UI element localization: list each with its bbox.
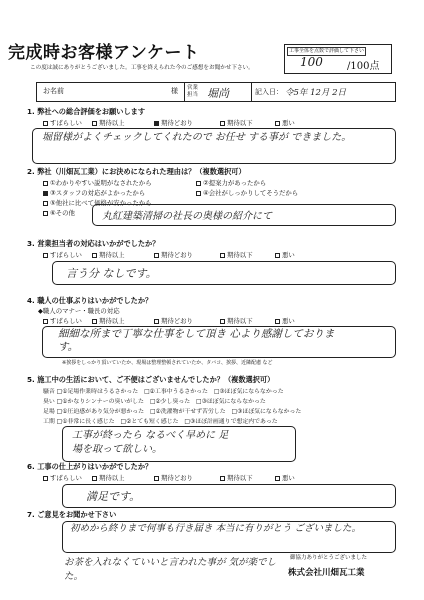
q6-title: 6. 工事の仕上がりはいかがでしたか？ — [27, 462, 153, 471]
q6-option-4[interactable]: 期待以下 — [220, 473, 253, 482]
q6-comment[interactable]: 満足です。 — [86, 490, 141, 503]
page-title: 完成時お客様アンケート — [8, 43, 200, 63]
q2-option-4[interactable]: ④会社がしっかりしてそうだから — [196, 188, 298, 197]
name-label: お名前 — [43, 87, 64, 95]
q6-option-2[interactable]: 期待以上 — [92, 473, 125, 482]
q5-title: 5. 施工中の生活において、ご不便はございませんでしたか？（複数選択可） — [27, 375, 275, 384]
q1-title: 1. 弊社への総合評価をお願いします — [27, 107, 146, 116]
q1-option-3[interactable]: 期待どおり — [154, 118, 193, 127]
q4-subtitle: ◆職人のマナー・職長の対応 — [38, 307, 120, 315]
q7-title: 7. ご意見をお聞かせ下さい — [27, 510, 117, 519]
q4-comment[interactable]: 細細な所まで丁寧な仕事をして頂き 心より感謝しております。 — [58, 328, 335, 353]
q5-row-noise[interactable]: 騒音 □①足場作業時はうるさかった □②工事中うるさかった □③ほぼ気にならなかった — [43, 389, 284, 395]
q2-other-comment[interactable]: 丸紅建築清掃の社長の奥様の紹介にて — [102, 211, 272, 222]
q1-option-5[interactable]: 悪い — [275, 118, 295, 127]
q4-option-4[interactable]: 期待以下 — [220, 316, 253, 325]
date-label: 記入日： — [255, 88, 283, 96]
q4-option-5[interactable]: 悪い — [275, 316, 295, 325]
score-box — [284, 44, 392, 74]
thanks-note: 御協力ありがとうございました — [290, 555, 368, 561]
q3-comment[interactable]: 言う分 なしです。 — [66, 267, 157, 280]
q5-comment[interactable]: 工事が終ったら なるべく早めに 足場を取って欲しい。 — [72, 430, 229, 455]
name-suffix: 様 — [171, 87, 178, 95]
q1-option-4[interactable]: 期待以下 — [220, 118, 253, 127]
q7-comment-1[interactable]: 初めから終りまで何事も行き届き 本当に有りがとう ございました。 — [70, 523, 362, 534]
q2-title: 2. 弊社（川畑瓦工業）にお決めになられた理由は？（複数選択可） — [27, 167, 246, 176]
q2-option-6[interactable]: ⑥その他 — [43, 208, 75, 217]
score-note: 工事全体を点数で評価して下さい — [289, 48, 365, 54]
q2-option-1[interactable]: ①わかりやすい説明がなされたから — [43, 178, 152, 187]
q5-row-odor[interactable]: 臭い □①かなりシンナーの臭いがした □②少し臭った □③ほぼ気にならなかった — [43, 399, 266, 405]
q2-option-3[interactable]: ③スタッフの対応がよかったから — [43, 188, 145, 197]
q3-option-2[interactable]: 期待以上 — [92, 250, 125, 259]
date-divider — [251, 83, 252, 101]
score-value[interactable]: 100 — [300, 55, 323, 69]
q6-option-1[interactable]: すばらしい — [43, 473, 82, 482]
q4-title: 4. 職人の仕事ぶりはいかがでしたか？ — [27, 296, 153, 305]
q3-option-3[interactable]: 期待どおり — [154, 250, 193, 259]
q3-title: 3. 営業担当者の対応はいかがでしたか？ — [27, 239, 160, 248]
intro-notice: この度は誠にありがとうございました。工事を終えられた今のご感想をお聞かせ下さい。 — [30, 65, 254, 71]
rep-label: 営業担当 — [187, 85, 199, 98]
date-value[interactable]: 令5年 12月 2日 — [285, 88, 347, 98]
customer-info-row — [36, 82, 396, 102]
q5-row-period[interactable]: 工期 □①非常に長く感じた □②とても短く感じた □③ほぼ計画通りで想定内であった — [43, 419, 278, 425]
q1-option-1[interactable]: すばらしい — [43, 118, 82, 127]
q3-option-5[interactable]: 悪い — [275, 250, 295, 259]
q4-option-1[interactable]: すばらしい — [43, 316, 82, 325]
q3-option-1[interactable]: すばらしい — [43, 250, 82, 259]
q1-comment[interactable]: 堀留様がよくチェックしてくれたので お任せ する事が できました。 — [42, 132, 352, 143]
q2-option-2[interactable]: ②提案力があったから — [196, 178, 266, 187]
q4-option-2[interactable]: 期待以上 — [92, 316, 125, 325]
q1-option-2[interactable]: 期待以上 — [92, 118, 125, 127]
rep-value[interactable]: 堀尚 — [207, 87, 229, 100]
company-name: 株式会社川畑瓦工業 — [288, 568, 365, 578]
q6-option-5[interactable]: 悪い — [275, 473, 295, 482]
q7-comment-2[interactable]: お茶を入れなくていいと言われた事が 気が楽でした。 — [64, 557, 277, 582]
q4-footnote: ※挨拶をしっかり頂いていたか、現場は整理整頓されていたか、タバコ、挨拶、近隣配慮 など — [62, 360, 273, 366]
q5-row-scaffold[interactable]: 足場 □①圧迫感があり気分が悪かった □②洗濯物が干せず苦労した □③ほぼ気にならなかった — [43, 409, 302, 415]
q6-option-3[interactable]: 期待どおり — [154, 473, 193, 482]
q4-option-3[interactable]: 期待どおり — [154, 316, 193, 325]
diamond-icon: ◆ — [38, 307, 43, 315]
q2-option-5[interactable]: ⑤他社に比べて価格が安かったから — [43, 198, 152, 207]
score-total: /100点 — [347, 61, 380, 72]
rep-divider — [184, 83, 185, 101]
q3-option-4[interactable]: 期待以下 — [220, 250, 253, 259]
